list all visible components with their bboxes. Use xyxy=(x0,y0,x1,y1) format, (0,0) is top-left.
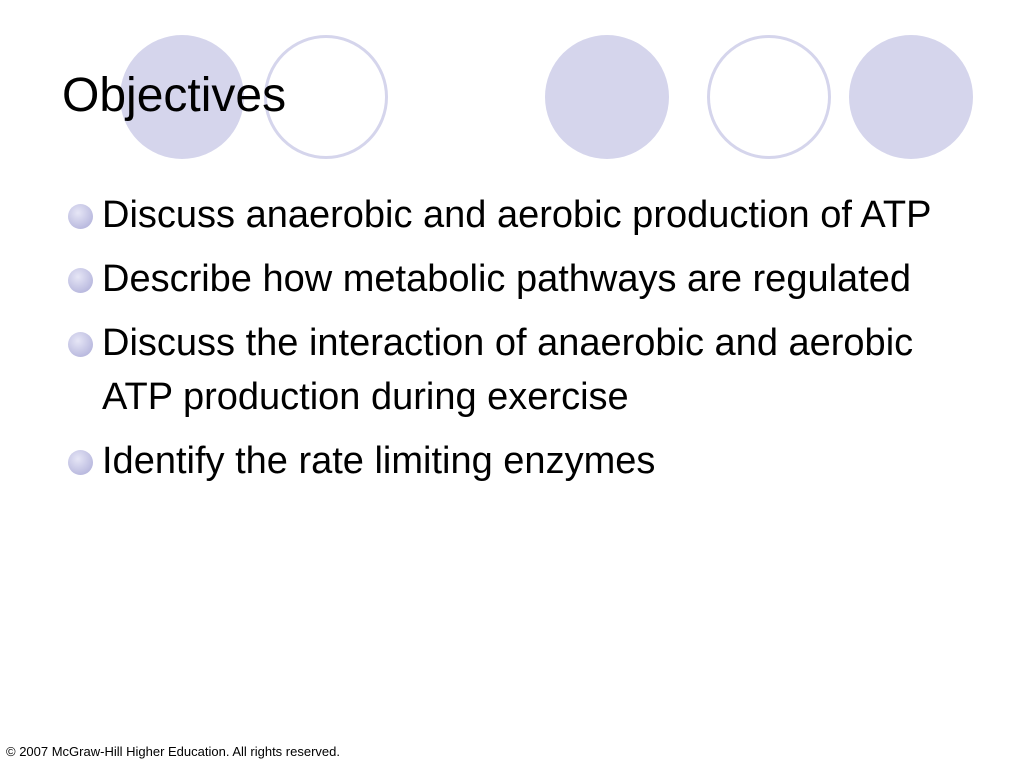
bullet-list xyxy=(64,188,964,498)
bullet-item xyxy=(64,188,964,242)
slide-title: Objectives xyxy=(62,69,287,122)
bullet-text: Describe how metabolic pathways are regulated xyxy=(102,258,911,300)
bullet-icon xyxy=(68,204,93,229)
bullet-text: Discuss anaerobic and aerobic production of ATP xyxy=(102,194,932,236)
bullet-item xyxy=(64,252,964,306)
bullet-item xyxy=(64,434,964,488)
decorative-circle-outline xyxy=(707,35,831,159)
decorative-circle-filled xyxy=(545,35,669,159)
bullet-icon xyxy=(68,268,93,293)
bullet-item xyxy=(64,316,964,424)
bullet-text: Identify the rate limiting enzymes xyxy=(102,440,656,482)
decorative-circle-filled xyxy=(849,35,973,159)
bullet-text: Discuss the interaction of anaerobic and aerobic ATP production during exercise xyxy=(102,322,914,418)
bullet-icon xyxy=(68,332,93,357)
bullet-icon xyxy=(68,450,93,475)
copyright-footer: © 2007 McGraw-Hill Higher Education. All rights reserved. xyxy=(6,744,340,759)
